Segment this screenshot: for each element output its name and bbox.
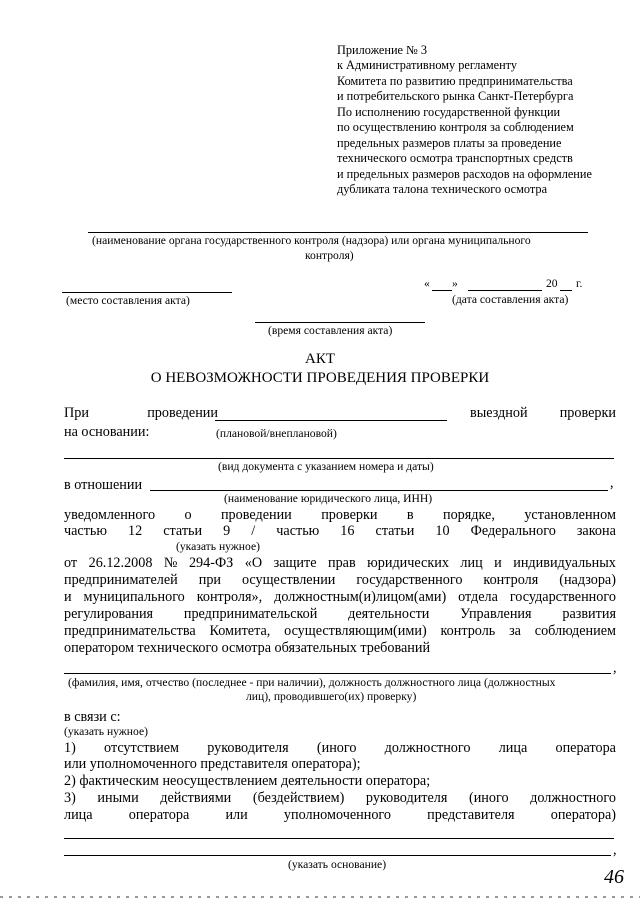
word: и bbox=[494, 555, 502, 571]
word: порядке, bbox=[442, 507, 495, 523]
date-caption: (дата составления акта) bbox=[452, 293, 569, 306]
word: государственного bbox=[509, 589, 616, 605]
page-number: 46 bbox=[604, 866, 624, 888]
item-1 bbox=[64, 740, 616, 757]
date-year-prefix: 20 bbox=[546, 277, 558, 290]
time-line[interactable] bbox=[255, 322, 425, 323]
word: выездной bbox=[470, 405, 528, 421]
word: оператора bbox=[555, 740, 616, 756]
word: и bbox=[64, 589, 72, 605]
word: контроль bbox=[440, 623, 496, 639]
header-line: Комитета по развитию предпринимательства bbox=[337, 74, 573, 88]
word: действиями bbox=[160, 790, 232, 806]
word: муниципального bbox=[83, 589, 185, 605]
word: защите bbox=[273, 555, 317, 571]
word: (иного bbox=[316, 740, 357, 756]
word: государственного bbox=[356, 572, 463, 588]
header-line: к Административному регламенту bbox=[337, 58, 518, 72]
word: лица bbox=[64, 807, 93, 823]
header-line: Приложение № 3 bbox=[337, 43, 428, 57]
word: осуществлении bbox=[241, 572, 336, 588]
word: проверки bbox=[321, 507, 378, 523]
word: соблюдением bbox=[534, 623, 616, 639]
organ-caption: (наименование органа государственного контроля (надзора) или органа муниципального bbox=[92, 234, 531, 247]
word: (иного bbox=[468, 790, 509, 806]
word: деятельности bbox=[348, 606, 430, 622]
item-3-cont bbox=[64, 807, 616, 824]
header-line: и предельных размеров расходов на оформление bbox=[337, 167, 592, 181]
planovoy-caption: (плановой/внеплановой) bbox=[216, 427, 337, 440]
time-caption: (время составления акта) bbox=[268, 324, 393, 337]
osnovanie-caption: (указать основание) bbox=[288, 858, 387, 871]
word: установленном bbox=[524, 507, 616, 523]
date-quote-open: « bbox=[424, 277, 430, 290]
word: 10 bbox=[435, 523, 450, 539]
word: юридических bbox=[367, 555, 449, 571]
organ-name-line[interactable] bbox=[88, 232, 588, 233]
body-row-ot bbox=[64, 555, 616, 572]
body-row-uved bbox=[64, 507, 616, 524]
doc-type-line[interactable] bbox=[64, 458, 614, 459]
word: лиц bbox=[460, 555, 483, 571]
word: проверки bbox=[559, 405, 616, 421]
word: частью bbox=[64, 523, 107, 539]
word: уполномоченного bbox=[283, 807, 391, 823]
word: должностного bbox=[530, 790, 616, 806]
word: «О bbox=[244, 555, 263, 571]
header-line: дубликата талона технического осмотра bbox=[337, 182, 548, 196]
item-1-cont: или уполномоченного представителя оператора); bbox=[64, 756, 361, 772]
place-caption: (место составления акта) bbox=[66, 294, 190, 307]
v-otnoshenii: в отношении bbox=[64, 477, 143, 493]
doc-subtitle: О НЕВОЗМОЖНОСТИ ПРОВЕДЕНИЯ ПРОВЕРКИ bbox=[150, 370, 490, 386]
word: 294-ФЗ bbox=[188, 555, 234, 571]
word: осуществляющим(ими) bbox=[284, 623, 427, 639]
header-line: и потребительского рынка Санкт-Петербурга bbox=[337, 89, 574, 103]
body-row-munic bbox=[64, 589, 616, 606]
place-line[interactable] bbox=[62, 292, 232, 293]
word: Федерального bbox=[470, 523, 556, 539]
header-line: По исполнению государственной функции bbox=[337, 105, 561, 119]
word: контроля bbox=[483, 572, 539, 588]
body-row-predpr2 bbox=[64, 623, 616, 640]
word: (бездействием) bbox=[252, 790, 345, 806]
word: 9 bbox=[223, 523, 231, 539]
fio-caption: (фамилия, имя, отчество (последнее - при наличии), должность должностного лица (должностных bbox=[68, 676, 556, 689]
word: 12 bbox=[128, 523, 143, 539]
word: уведомленного bbox=[64, 507, 156, 523]
v-svyazi: в связи с: bbox=[64, 709, 121, 725]
word: проведении bbox=[147, 405, 218, 421]
word: за bbox=[509, 623, 521, 639]
word: № bbox=[163, 555, 178, 571]
month-blank[interactable] bbox=[468, 290, 542, 291]
body-row-1a bbox=[64, 405, 218, 422]
word: от bbox=[64, 555, 78, 571]
comma: , bbox=[610, 475, 614, 491]
check-type-line[interactable] bbox=[215, 420, 447, 421]
word: должностным(и)лицом(ами) bbox=[274, 589, 447, 605]
body-row-predpr bbox=[64, 572, 616, 589]
word: развития bbox=[562, 606, 616, 622]
word: 16 bbox=[340, 523, 355, 539]
word: регулирования bbox=[64, 606, 154, 622]
word: отдела bbox=[458, 589, 498, 605]
word: должностного bbox=[384, 740, 471, 756]
word: отсутствием bbox=[104, 740, 179, 756]
header-line: технического осмотра транспортных средств bbox=[337, 151, 573, 165]
doc-title: АКТ bbox=[305, 351, 335, 367]
item-2: 2) фактическим неосуществлением деятельности оператора; bbox=[64, 773, 431, 789]
fio-line[interactable] bbox=[64, 673, 611, 674]
word: частью bbox=[276, 523, 320, 539]
word: Управления bbox=[460, 606, 532, 622]
yur-lico-caption: (наименование юридического лица, ИНН) bbox=[224, 492, 433, 505]
date-year-suffix: г. bbox=[576, 277, 583, 290]
word: или bbox=[225, 807, 248, 823]
body-row-1b bbox=[470, 405, 616, 422]
year-blank[interactable] bbox=[560, 290, 572, 291]
word: оператора) bbox=[550, 807, 616, 823]
comma: , bbox=[613, 842, 617, 858]
body-last-line: оператором технического осмотра обязательных требований bbox=[64, 640, 431, 656]
word: руководителя bbox=[365, 790, 448, 806]
word: руководителя bbox=[207, 740, 289, 756]
word: 26.12.2008 bbox=[88, 555, 153, 571]
word: / bbox=[251, 523, 256, 539]
word: статьи bbox=[375, 523, 415, 539]
date-quote-close: » bbox=[452, 277, 458, 290]
fio-caption-cont: лиц), проводившего(их) проверку) bbox=[246, 690, 417, 703]
word: закона bbox=[576, 523, 616, 539]
item-3 bbox=[64, 790, 616, 807]
word: предпринимателей bbox=[64, 572, 178, 588]
word: проведении bbox=[220, 507, 292, 523]
word: в bbox=[406, 507, 414, 523]
header-line: предельных размеров платы за проведение bbox=[337, 136, 562, 150]
word: статьи bbox=[163, 523, 203, 539]
word: при bbox=[198, 572, 222, 588]
na-osnovanii: на основании: bbox=[64, 424, 150, 440]
word: оператора bbox=[128, 807, 190, 823]
word: иными bbox=[97, 790, 139, 806]
header-line: по осуществлению контроля за соблюдением bbox=[337, 120, 574, 134]
word: контроля», bbox=[196, 589, 263, 605]
osnovanie-line-2[interactable] bbox=[64, 855, 611, 856]
scan-edge-dots bbox=[0, 896, 640, 898]
day-blank[interactable] bbox=[432, 290, 452, 291]
word: При bbox=[64, 405, 89, 421]
word: Комитета, bbox=[209, 623, 271, 639]
word: представителя bbox=[427, 807, 515, 823]
word: прав bbox=[328, 555, 356, 571]
body-row-regul bbox=[64, 606, 616, 623]
organ-caption-cont: контроля) bbox=[305, 249, 354, 262]
word: о bbox=[184, 507, 192, 523]
comma: , bbox=[613, 660, 617, 676]
entity-line[interactable] bbox=[150, 490, 608, 491]
ukazat-nuzhnoe-2: (указать нужное) bbox=[64, 725, 148, 738]
word: лица bbox=[498, 740, 528, 756]
word: 3) bbox=[64, 790, 76, 806]
word: предпринимательства bbox=[64, 623, 196, 639]
osnovanie-line-1[interactable] bbox=[64, 838, 614, 839]
word: индивидуальных bbox=[513, 555, 616, 571]
vid-doc-caption: (вид документа с указанием номера и даты) bbox=[218, 460, 434, 473]
word: 1) bbox=[64, 740, 76, 756]
word: предпринимательской bbox=[183, 606, 318, 622]
body-row-chast bbox=[64, 523, 616, 540]
word: (надзора) bbox=[559, 572, 616, 588]
ukazat-nuzhnoe: (указать нужное) bbox=[176, 540, 260, 553]
